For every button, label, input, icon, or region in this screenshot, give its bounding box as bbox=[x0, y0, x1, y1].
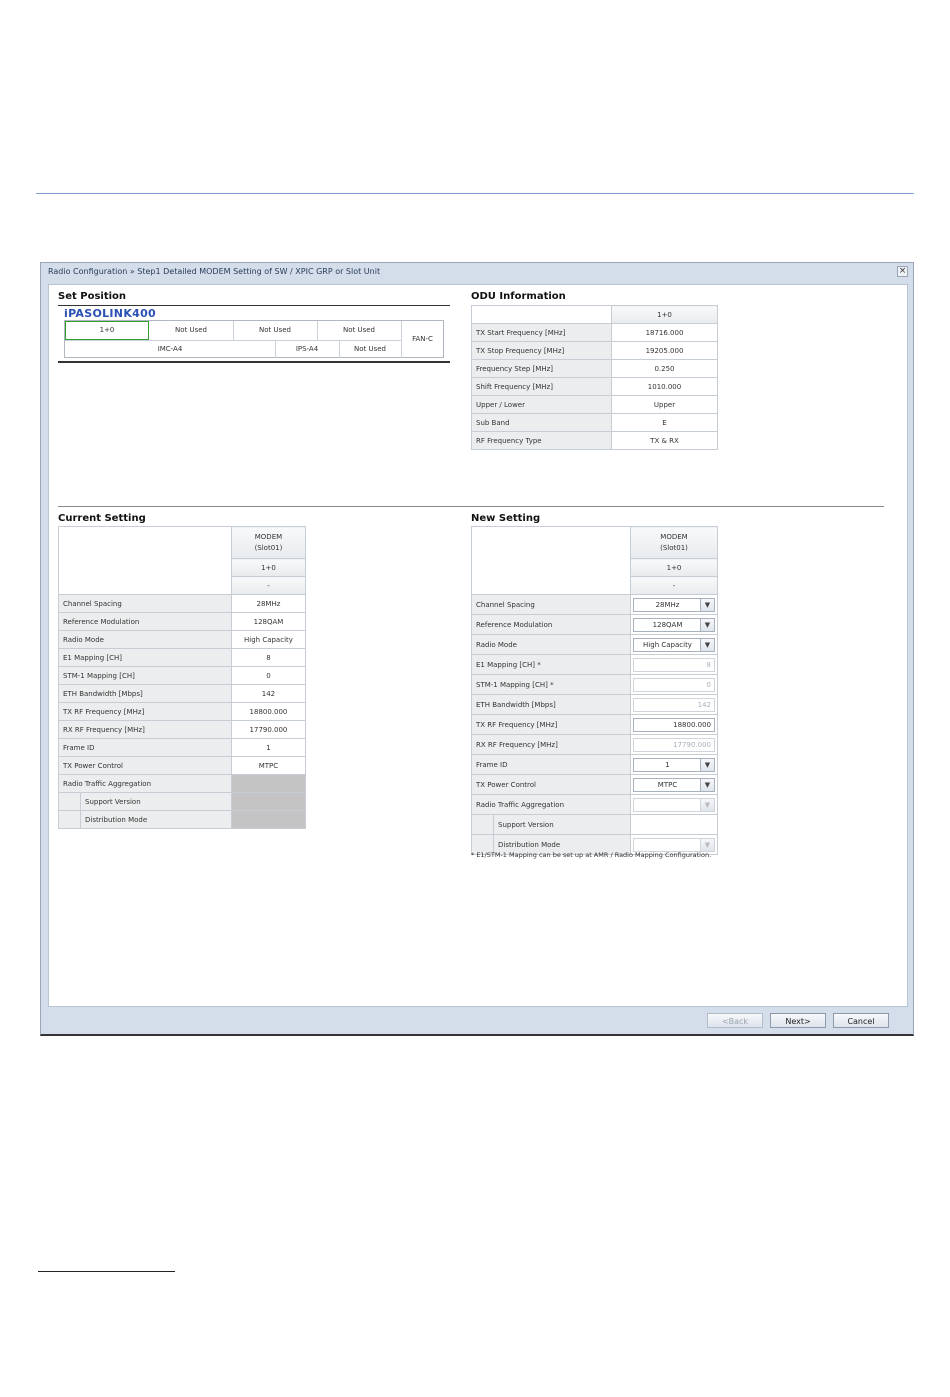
next-button[interactable]: Next> bbox=[770, 1013, 826, 1028]
radio-mode-value: High Capacity bbox=[643, 640, 692, 649]
odu-info-label: ODU Information bbox=[471, 291, 566, 302]
table-row bbox=[59, 793, 306, 811]
table-row bbox=[59, 739, 306, 757]
table-row bbox=[59, 613, 306, 631]
table-row bbox=[472, 795, 718, 815]
current-row-value: 142 bbox=[231, 685, 305, 703]
table-row bbox=[59, 721, 306, 739]
tx-rf-frequency-input[interactable]: 18800.000 bbox=[633, 718, 715, 732]
slot-2[interactable]: Not Used bbox=[174, 326, 207, 334]
current-subrow-value bbox=[231, 811, 305, 829]
current-row-label: Reference Modulation bbox=[59, 613, 232, 631]
reference-modulation-value: 128QAM bbox=[652, 620, 683, 629]
odu-row-label: Sub Band bbox=[472, 414, 612, 432]
table-row bbox=[472, 655, 718, 675]
odu-row-label: Shift Frequency [MHz] bbox=[472, 378, 612, 396]
current-subrow-label: Distribution Mode bbox=[81, 811, 232, 829]
new-subrow-label: Support Version bbox=[494, 815, 631, 835]
current-row-label: ETH Bandwidth [Mbps] bbox=[59, 685, 232, 703]
table-row bbox=[59, 631, 306, 649]
slot-1[interactable]: 1+0 bbox=[65, 321, 149, 340]
e1-mapping-input: 8 bbox=[633, 658, 715, 672]
new-row-label: E1 Mapping [CH] * bbox=[472, 655, 631, 675]
set-position-divider bbox=[58, 305, 450, 306]
table-row bbox=[472, 595, 718, 615]
odu-header-row bbox=[472, 306, 718, 324]
current-row-label: Channel Spacing bbox=[59, 595, 232, 613]
new-row-label: TX Power Control bbox=[472, 775, 631, 795]
current-row-label: TX Power Control bbox=[59, 757, 232, 775]
current-header-modem bbox=[231, 527, 305, 559]
set-position-bottom-rule bbox=[58, 361, 450, 363]
table-row bbox=[59, 811, 306, 829]
new-header-dash: - bbox=[631, 577, 718, 595]
current-row-value: 8 bbox=[231, 649, 305, 667]
table-row bbox=[472, 755, 718, 775]
radio-configuration-dialog bbox=[40, 262, 914, 1036]
table-row bbox=[472, 342, 718, 360]
chevron-down-icon[interactable]: ▼ bbox=[700, 639, 714, 651]
current-row-label: Radio Traffic Aggregation bbox=[59, 775, 232, 793]
channel-spacing-value: 28MHz bbox=[655, 600, 680, 609]
new-row-label: Radio Traffic Aggregation bbox=[472, 795, 631, 815]
new-subrow-label: Distribution Mode bbox=[494, 835, 631, 855]
table-row bbox=[472, 735, 718, 755]
current-row-value: 28MHz bbox=[231, 595, 305, 613]
odu-info-table bbox=[471, 305, 718, 450]
slot-3[interactable]: Not Used bbox=[258, 326, 291, 334]
chevron-down-icon: ▼ bbox=[700, 839, 714, 851]
model-name: iPASOLINK400 bbox=[64, 307, 157, 320]
current-subrow-label: Support Version bbox=[81, 793, 232, 811]
slot-4[interactable]: Not Used bbox=[342, 326, 375, 334]
chevron-down-icon[interactable]: ▼ bbox=[700, 779, 714, 791]
current-row-value: 128QAM bbox=[231, 613, 305, 631]
table-row bbox=[472, 775, 718, 795]
new-row-label: ETH Bandwidth [Mbps] bbox=[472, 695, 631, 715]
current-setting-table bbox=[58, 526, 306, 829]
dialog-content bbox=[48, 284, 908, 1007]
table-row bbox=[472, 396, 718, 414]
current-row-value: 0 bbox=[231, 667, 305, 685]
slot-ips-card[interactable]: IPS-A4 bbox=[295, 345, 319, 353]
new-row-label: TX RF Frequency [MHz] bbox=[472, 715, 631, 735]
new-row-label: Radio Mode bbox=[472, 635, 631, 655]
new-header-modem-text: MODEM bbox=[660, 532, 688, 541]
page-divider bbox=[36, 193, 914, 194]
current-header-slot-text: (Slot01) bbox=[254, 543, 283, 552]
chevron-down-icon[interactable]: ▼ bbox=[700, 619, 714, 631]
table-row bbox=[472, 675, 718, 695]
current-row-label: RX RF Frequency [MHz] bbox=[59, 721, 232, 739]
table-row bbox=[472, 615, 718, 635]
current-setting-label: Current Setting bbox=[58, 513, 146, 524]
current-row-value: MTPC bbox=[231, 757, 305, 775]
radio-mode-select[interactable] bbox=[633, 638, 715, 652]
current-row-label: Frame ID bbox=[59, 739, 232, 757]
chevron-down-icon[interactable]: ▼ bbox=[700, 599, 714, 611]
tx-power-control-select[interactable] bbox=[633, 778, 715, 792]
odu-row-value: E bbox=[612, 414, 718, 432]
fan-unit[interactable]: FAN-C bbox=[412, 335, 433, 343]
odu-row-value: 18716.000 bbox=[612, 324, 718, 342]
new-row-label: Frame ID bbox=[472, 755, 631, 775]
new-subrow-value bbox=[631, 815, 718, 835]
table-row bbox=[472, 715, 718, 735]
slot-main-card[interactable]: IMC-A4 bbox=[157, 345, 183, 353]
current-row-label: E1 Mapping [CH] bbox=[59, 649, 232, 667]
odu-header-mode: 1+0 bbox=[612, 306, 718, 324]
radio-traffic-aggregation-select bbox=[633, 798, 715, 812]
odu-row-value: 0.250 bbox=[612, 360, 718, 378]
current-row-label: TX RF Frequency [MHz] bbox=[59, 703, 232, 721]
odu-row-label: RF Frequency Type bbox=[472, 432, 612, 450]
new-row-label: Reference Modulation bbox=[472, 615, 631, 635]
channel-spacing-select[interactable] bbox=[633, 598, 715, 612]
odu-row-value: Upper bbox=[612, 396, 718, 414]
reference-modulation-select[interactable] bbox=[633, 618, 715, 632]
odu-row-label: Upper / Lower bbox=[472, 396, 612, 414]
odu-row-label: Frequency Step [MHz] bbox=[472, 360, 612, 378]
stm1-mapping-input: 0 bbox=[633, 678, 715, 692]
mapping-note: * E1/STM-1 Mapping can be set up at AMR / Radio Mapping Configuration. bbox=[471, 851, 712, 859]
odu-row-value: TX & RX bbox=[612, 432, 718, 450]
odu-row-value: 1010.000 bbox=[612, 378, 718, 396]
tx-power-control-value: MTPC bbox=[657, 780, 678, 789]
new-header-slot-text: (Slot01) bbox=[660, 543, 688, 552]
footnote-rule bbox=[38, 1271, 175, 1272]
table-row bbox=[59, 775, 306, 793]
table-row bbox=[59, 667, 306, 685]
set-position-label: Set Position bbox=[58, 291, 127, 302]
current-header-dash: - bbox=[231, 577, 305, 595]
new-setting-table bbox=[471, 526, 718, 855]
current-row-label: Radio Mode bbox=[59, 631, 232, 649]
new-row-label: STM-1 Mapping [CH] * bbox=[472, 675, 631, 695]
frame-id-value: 1 bbox=[665, 760, 670, 769]
new-row-label: RX RF Frequency [MHz] bbox=[472, 735, 631, 755]
table-row bbox=[472, 360, 718, 378]
table-row bbox=[59, 595, 306, 613]
current-row-value-disabled bbox=[231, 775, 305, 793]
current-row-label: STM-1 Mapping [CH] bbox=[59, 667, 232, 685]
current-subrow-value bbox=[231, 793, 305, 811]
table-row bbox=[59, 649, 306, 667]
cancel-button[interactable]: Cancel bbox=[833, 1013, 889, 1028]
dialog-title: Radio Configuration » Step1 Detailed MODEM Setting of SW / XPIC GRP or Slot Unit bbox=[48, 267, 381, 276]
dialog-button-bar bbox=[41, 1006, 913, 1034]
current-row-value: 18800.000 bbox=[231, 703, 305, 721]
current-header-modem-text: MODEM bbox=[254, 532, 283, 541]
current-header-mode: 1+0 bbox=[231, 559, 305, 577]
table-row bbox=[59, 685, 306, 703]
frame-id-select[interactable] bbox=[633, 758, 715, 772]
section-divider bbox=[58, 506, 884, 507]
slot-layout bbox=[64, 320, 444, 358]
odu-row-value: 19205.000 bbox=[612, 342, 718, 360]
table-row bbox=[59, 757, 306, 775]
table-row bbox=[472, 414, 718, 432]
new-setting-label: New Setting bbox=[471, 513, 541, 524]
table-row bbox=[472, 635, 718, 655]
new-header-modem bbox=[631, 527, 718, 559]
table-row bbox=[59, 703, 306, 721]
odu-row-label: TX Start Frequency [MHz] bbox=[472, 324, 612, 342]
close-icon[interactable]: × bbox=[898, 266, 907, 276]
table-row bbox=[472, 815, 718, 835]
table-row bbox=[472, 432, 718, 450]
table-row bbox=[472, 695, 718, 715]
table-row bbox=[472, 324, 718, 342]
slot-bottom-right[interactable]: Not Used bbox=[353, 345, 386, 353]
current-row-value: High Capacity bbox=[231, 631, 305, 649]
dialog-titlebar bbox=[41, 263, 913, 281]
current-row-value: 17790.000 bbox=[231, 721, 305, 739]
table-row bbox=[472, 378, 718, 396]
chevron-down-icon: ▼ bbox=[700, 799, 714, 811]
distribution-mode-select bbox=[633, 838, 715, 852]
back-button[interactable]: <Back bbox=[707, 1013, 763, 1028]
chevron-down-icon[interactable]: ▼ bbox=[700, 759, 714, 771]
current-row-value: 1 bbox=[231, 739, 305, 757]
odu-row-label: TX Stop Frequency [MHz] bbox=[472, 342, 612, 360]
rx-rf-frequency-input: 17790.000 bbox=[633, 738, 715, 752]
new-header-mode: 1+0 bbox=[631, 559, 718, 577]
eth-bandwidth-input: 142 bbox=[633, 698, 715, 712]
new-row-label: Channel Spacing bbox=[472, 595, 631, 615]
